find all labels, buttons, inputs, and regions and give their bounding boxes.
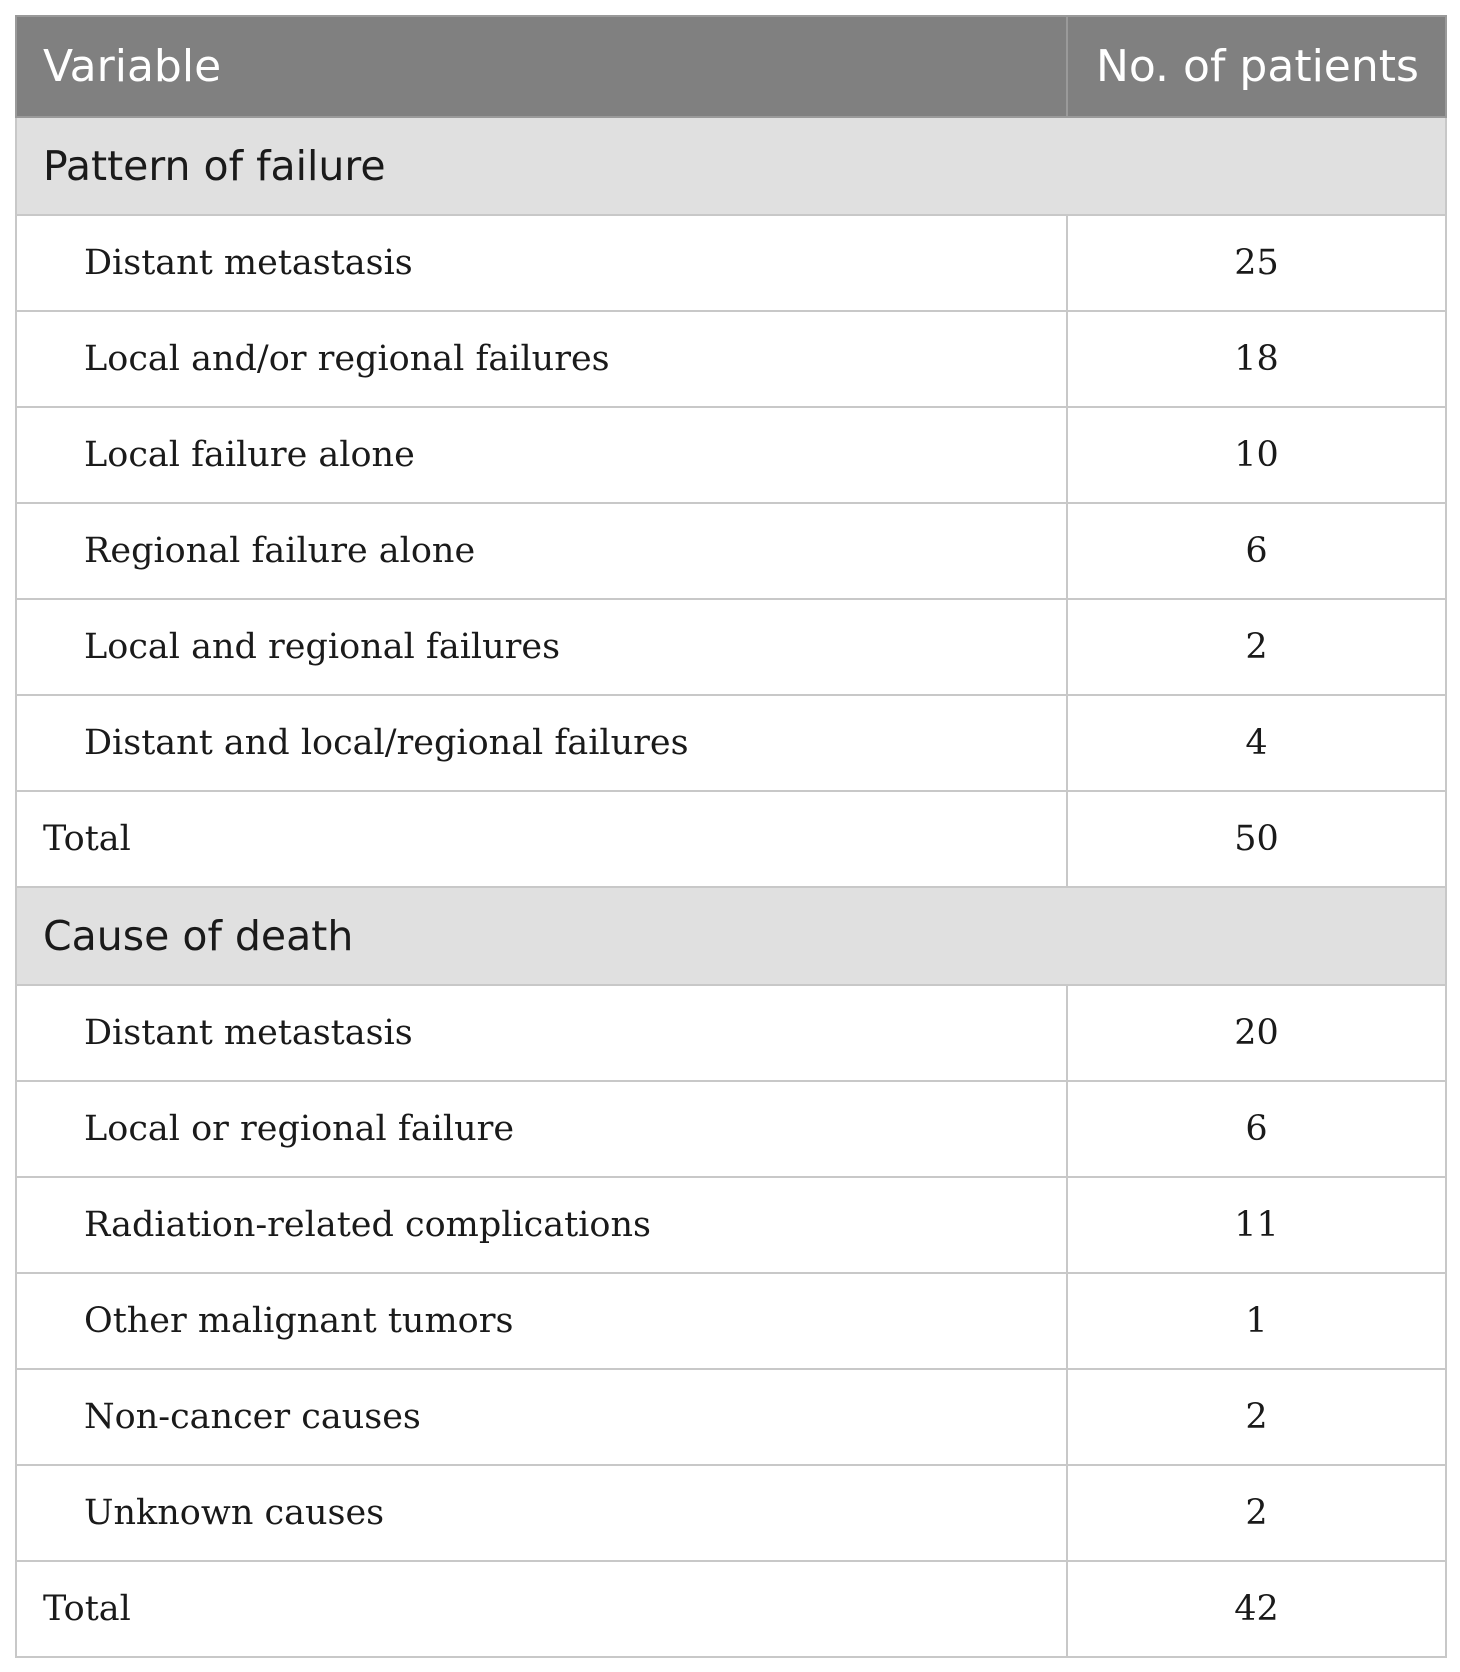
table-row [16, 1081, 1446, 1177]
table-row [16, 1369, 1446, 1465]
table-row [16, 695, 1446, 791]
row-value: 6 [1067, 1081, 1446, 1177]
row-value: 4 [1067, 695, 1446, 791]
row-value: 2 [1067, 1369, 1446, 1465]
section-title: Cause of death [16, 887, 1446, 985]
row-label: Other malignant tumors [16, 1273, 1067, 1369]
total-label: Total [16, 791, 1067, 887]
total-row [16, 791, 1446, 887]
row-label: Local and/or regional failures [16, 311, 1067, 407]
row-value: 10 [1067, 407, 1446, 503]
section-row-pattern-of-failure [16, 117, 1446, 215]
table-row [16, 311, 1446, 407]
table-row [16, 1465, 1446, 1561]
table-row [16, 599, 1446, 695]
table-row [16, 1177, 1446, 1273]
table-row [16, 985, 1446, 1081]
section-row-cause-of-death [16, 887, 1446, 985]
header-patients: No. of patients [1067, 16, 1446, 117]
row-label: Distant and local/regional failures [16, 695, 1067, 791]
row-value: 18 [1067, 311, 1446, 407]
row-label: Local or regional failure [16, 1081, 1067, 1177]
total-value: 50 [1067, 791, 1446, 887]
total-value: 42 [1067, 1561, 1446, 1657]
table-header-row [16, 16, 1446, 117]
table-row [16, 407, 1446, 503]
header-variable: Variable [16, 16, 1067, 117]
data-table-container [15, 15, 1445, 1658]
row-label: Non-cancer causes [16, 1369, 1067, 1465]
total-label: Total [16, 1561, 1067, 1657]
row-label: Distant metastasis [16, 215, 1067, 311]
table-row [16, 215, 1446, 311]
table-row [16, 503, 1446, 599]
row-label: Radiation-related complications [16, 1177, 1067, 1273]
row-label: Local and regional failures [16, 599, 1067, 695]
row-value: 2 [1067, 1465, 1446, 1561]
section-title: Pattern of failure [16, 117, 1446, 215]
row-value: 6 [1067, 503, 1446, 599]
row-value: 2 [1067, 599, 1446, 695]
row-label: Local failure alone [16, 407, 1067, 503]
row-value: 1 [1067, 1273, 1446, 1369]
row-value: 11 [1067, 1177, 1446, 1273]
row-label: Unknown causes [16, 1465, 1067, 1561]
table-row [16, 1273, 1446, 1369]
row-label: Regional failure alone [16, 503, 1067, 599]
failure-death-table [15, 15, 1447, 1658]
row-value: 25 [1067, 215, 1446, 311]
row-value: 20 [1067, 985, 1446, 1081]
total-row [16, 1561, 1446, 1657]
row-label: Distant metastasis [16, 985, 1067, 1081]
